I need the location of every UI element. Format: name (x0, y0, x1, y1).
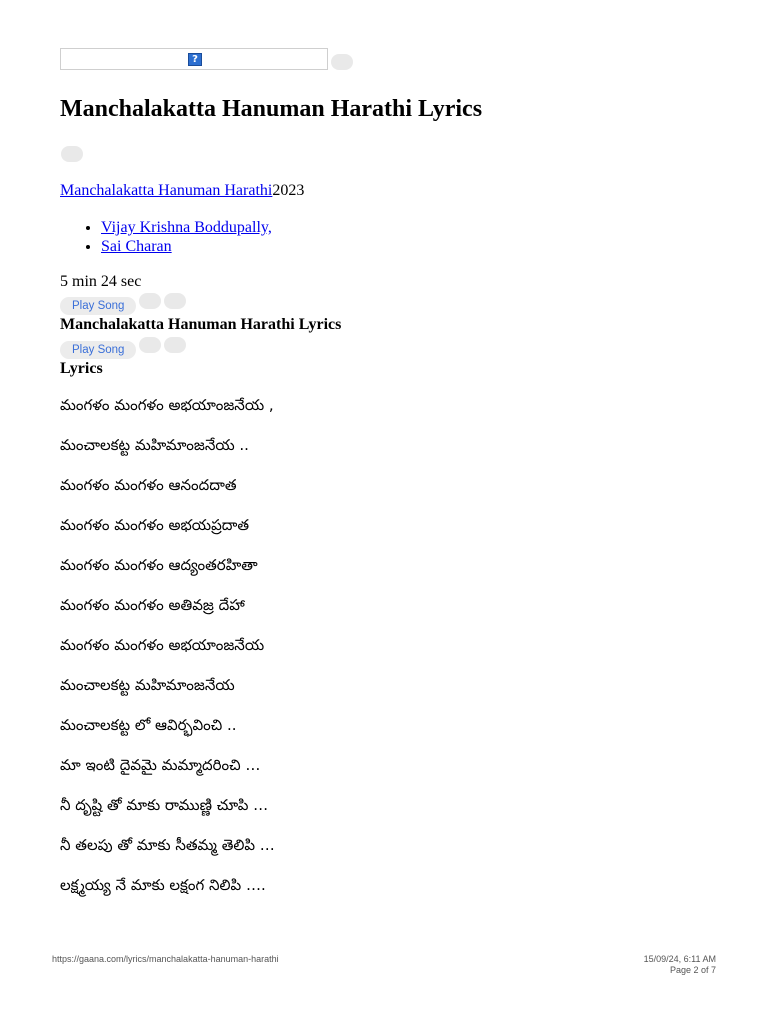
footer-url: https://gaana.com/lyrics/manchalakatta-hanuman-harathi (52, 954, 279, 964)
like-icon[interactable] (139, 337, 161, 353)
lyrics-title-heading: Manchalakatta Hanuman Harathi Lyrics (60, 316, 342, 333)
lyric-line: నీ తలపు తో మాకు సీతమ్మ తెలిపి … (60, 836, 275, 854)
artist-list (60, 218, 272, 256)
artist-item (101, 218, 272, 237)
lyric-line: మంగళం మంగళం ఆద్యంతరహితా (60, 556, 258, 574)
lyric-line: మంచాలకట్ట లో ఆవిర్భవించి .. (60, 716, 237, 734)
lyric-line: లక్ష్మయ్య నే మాకు లక్షంగ నిలిపి …. (60, 876, 266, 894)
page-number: Page 2 of 7 (669, 965, 716, 975)
lyric-line: నీ దృష్టి తో మాకు రాముణ్ణి చూపి … (60, 796, 269, 814)
lyric-line: మంగళం మంగళం అభయప్రదాత (60, 516, 250, 534)
lyric-line: మంచాలకట్ట మహిమాంజనేయ .. (60, 436, 249, 454)
album-link[interactable]: Manchalakatta Hanuman Harathi (60, 182, 273, 199)
lyrics-heading: Lyrics (60, 360, 103, 377)
album-line (60, 181, 304, 201)
page-title: Manchalakatta Hanuman Harathi Lyrics (60, 96, 483, 122)
search-input[interactable] (60, 48, 328, 70)
artist-link[interactable]: Vijay Krishna Boddupally, (101, 219, 272, 236)
release-year: 2023 (272, 182, 305, 199)
lyric-line: మంగళం మంగళం అభయాంజనేయ (60, 636, 265, 654)
lyric-line: మంచాలకట్ట మహిమాంజనేయ (60, 676, 235, 694)
footer-meta (644, 954, 716, 976)
lyrics-body (60, 395, 275, 915)
more-options-icon[interactable] (164, 293, 186, 309)
song-duration: 5 min 24 sec (60, 273, 142, 290)
more-options-icon[interactable] (164, 337, 186, 353)
lyric-line: మంగళం మంగళం అతివజ్ర దేహా (60, 596, 245, 614)
broken-image-icon: ? (188, 53, 202, 66)
play-song-button[interactable]: Play Song (60, 341, 136, 359)
share-icon[interactable] (331, 54, 353, 70)
artist-item (101, 237, 272, 256)
like-icon[interactable] (139, 293, 161, 309)
lyric-line: మంగళం మంగళం ఆనందదాత (60, 476, 237, 494)
play-song-button[interactable]: Play Song (60, 297, 136, 315)
artist-link[interactable]: Sai Charan (101, 238, 172, 255)
lyric-line: మంగళం మంగళం అభయాంజనేయ , (60, 396, 274, 414)
print-datetime: 15/09/24, 6:11 AM (643, 954, 716, 964)
favorite-icon[interactable] (61, 146, 83, 162)
lyric-line: మా ఇంటి దైవమై మమ్మాదరించి … (60, 756, 261, 774)
